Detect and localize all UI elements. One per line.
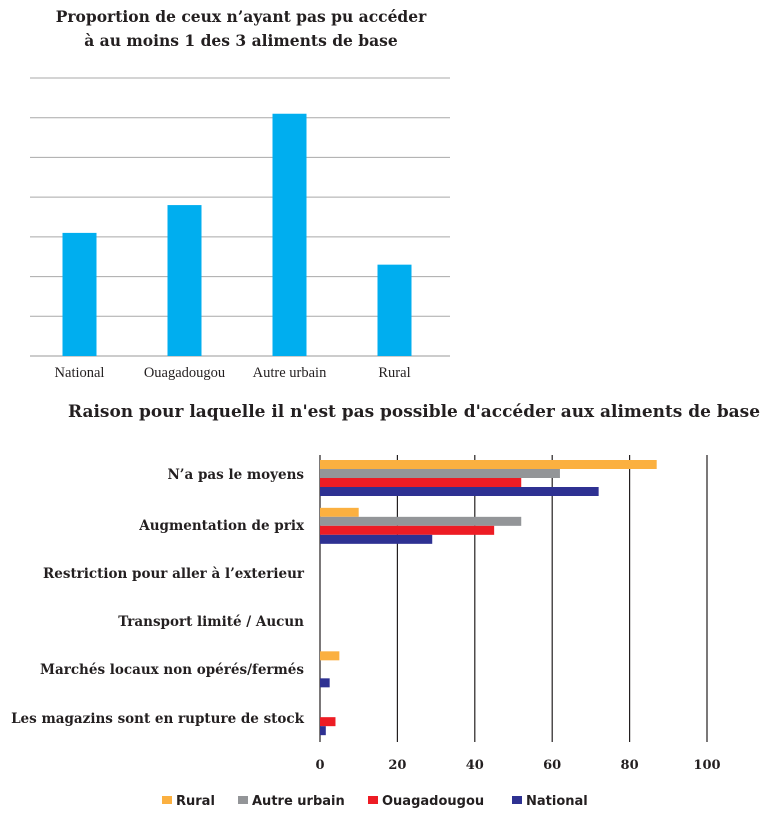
chart2-bar [320, 460, 657, 469]
chart2-legend-swatch [368, 796, 378, 804]
chart2-bar [320, 487, 599, 496]
chart2-bar [320, 726, 326, 735]
chart2-tick-label: 60 [543, 758, 562, 773]
chart2-bar [320, 508, 359, 517]
chart2-gridlines [320, 455, 707, 742]
chart2-category-label: Transport limité / Aucun [118, 614, 304, 630]
chart2 [11, 402, 760, 809]
chart1-category-label: Ouagadougou [143, 365, 226, 381]
chart2-title: Raison pour laquelle il n'est pas possible d'accéder aux aliments de base [68, 402, 761, 422]
chart2-category-labels [11, 467, 305, 727]
chart2-legend-label: Autre urbain [252, 794, 345, 809]
chart1-title-line2: à au moins 1 des 3 aliments de base [84, 31, 398, 50]
chart2-bar [320, 517, 521, 526]
chart1-category-label: National [54, 365, 105, 381]
chart2-legend-label: Rural [176, 794, 215, 809]
chart2-bar [320, 469, 560, 478]
chart2-legend-swatch [238, 796, 248, 804]
chart2-legend-swatch [512, 796, 522, 804]
chart2-bar [320, 678, 330, 687]
chart1-bar [273, 114, 307, 356]
chart1 [30, 7, 450, 381]
chart1-bar [378, 265, 412, 356]
chart1-title-line1: Proportion de ceux n’ayant pas pu accéder [55, 7, 427, 26]
chart2-bar [320, 526, 494, 535]
chart2-tick-label: 20 [388, 758, 407, 773]
chart2-category-label: Marchés locaux non opérés/fermés [40, 662, 304, 678]
chart2-legend [162, 794, 588, 809]
chart2-tick-label: 100 [693, 758, 721, 773]
chart2-tick-label: 0 [315, 758, 325, 773]
chart2-bar [320, 651, 339, 660]
chart2-category-label: Les magazins sont en rupture de stock [11, 711, 304, 727]
chart2-legend-label: Ouagadougou [382, 794, 485, 809]
chart1-category-labels [55, 365, 411, 381]
chart1-bar [63, 233, 97, 356]
chart2-tick-label: 40 [465, 758, 484, 773]
chart2-legend-swatch [162, 796, 172, 804]
chart2-legend-label: National [526, 794, 588, 809]
chart1-category-label: Autre urbain [252, 365, 327, 381]
chart2-bar [320, 717, 335, 726]
chart1-bars [63, 114, 412, 356]
chart2-bar [320, 478, 521, 487]
chart2-bars [320, 460, 657, 735]
chart1-category-label: Rural [378, 365, 411, 381]
chart2-category-label: N’a pas le moyens [167, 467, 304, 483]
chart2-tick-labels [315, 758, 720, 773]
chart2-tick-label: 80 [620, 758, 639, 773]
chart1-bar [168, 205, 202, 356]
chart2-bar [320, 535, 432, 544]
chart2-category-label: Restriction pour aller à l’exterieur [43, 566, 304, 582]
chart2-category-label: Augmentation de prix [139, 518, 304, 534]
